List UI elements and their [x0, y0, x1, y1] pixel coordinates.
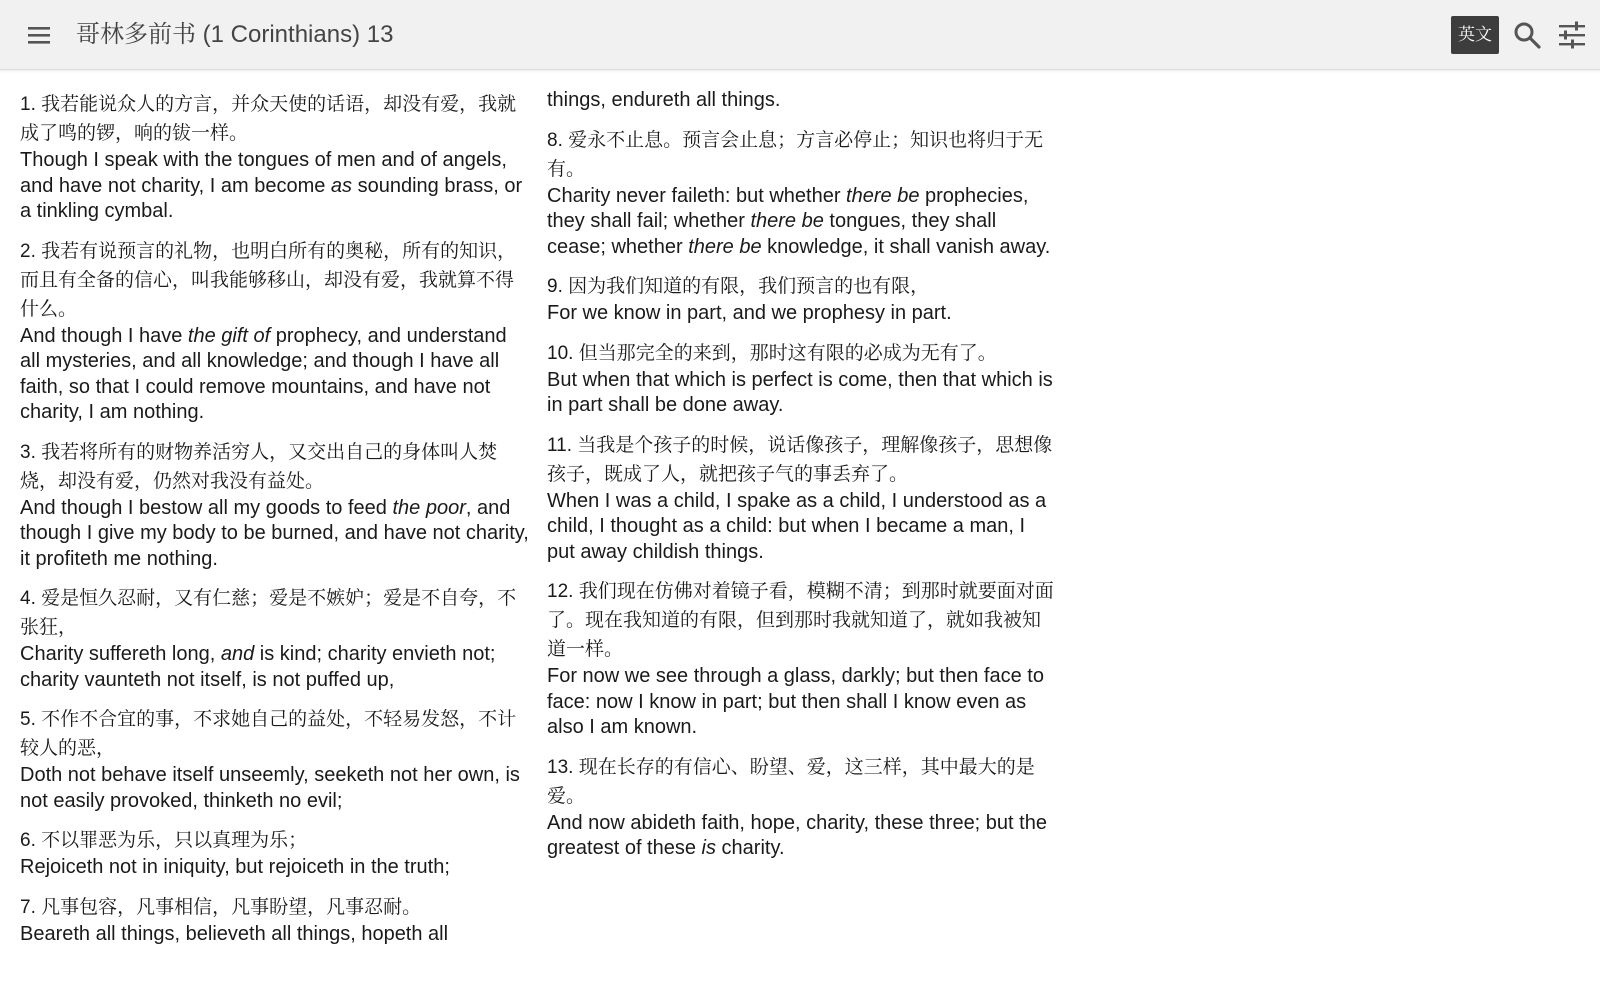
verse-chinese: 13. 现在长存的有信心、盼望、爱，这三样，其中最大的是爱。	[547, 756, 1035, 807]
verse-english-italic: there be	[688, 235, 762, 258]
verse-english-text: But when that which is perfect is come, then that which is in part shall be done away.	[547, 368, 1053, 416]
chapter-content	[0, 70, 1600, 1000]
verse-block	[20, 90, 530, 225]
verse-english	[547, 184, 1057, 261]
verse-english	[20, 855, 530, 881]
verse-english-italic: the poor	[392, 496, 466, 519]
verse-english-text: Charity suffereth long,	[20, 643, 221, 665]
verse-block	[547, 339, 1057, 419]
verse-chinese: 7. 凡事包容，凡事相信，凡事盼望，凡事忍耐。	[20, 896, 422, 918]
verse-block	[20, 705, 530, 814]
verse-english-text: sounding brass, or a tinkling cymbal.	[20, 174, 523, 222]
verse-chinese: 6. 不以罪恶为乐，只以真理为乐；	[20, 830, 308, 851]
verse-english-text: For we know in part, and we prophesy in part.	[547, 302, 952, 324]
verse-block	[20, 237, 530, 426]
text-column-left	[20, 90, 530, 959]
search-button[interactable]	[1512, 20, 1542, 50]
verse-chinese: 5. 不作不合宜的事，不求她自己的益处，不轻易发怒，不计较人的恶，	[20, 709, 517, 759]
verse-block	[20, 438, 530, 573]
verse-english-italic: is	[701, 837, 716, 859]
verse-english	[20, 496, 530, 573]
verse-english-text: is kind; charity envieth not; charity vaunteth not itself, is not puffed up,	[20, 643, 496, 691]
verse-chinese: 8. 爱永不止息。预言会止息；方言必停止；知识也将归于无有。	[547, 129, 1044, 180]
verse-english	[547, 664, 1057, 741]
verse-english: Beareth all things, believeth all things, hopeth all	[20, 922, 449, 945]
verse-english-text: tongues, they shall cease; whether	[547, 210, 997, 258]
verse-english-text: , and though I give my body to be burned, and have not charity, it profiteth me nothing.	[20, 496, 529, 570]
language-toggle-button[interactable]: 英文	[1451, 16, 1499, 54]
verse-block	[547, 753, 1057, 862]
verse-english-text: charity.	[716, 837, 785, 859]
verse-block	[20, 826, 530, 881]
verse-chinese: 1. 我若能说众人的方言，并众天使的话语，却没有爱，我就成了鸣的锣，响的钹一样。	[20, 94, 517, 144]
verse-block	[20, 893, 530, 948]
verse-block	[547, 431, 1057, 566]
verse-english-text: And though I bestow all my goods to feed	[20, 496, 393, 519]
menu-icon	[26, 23, 54, 47]
verse-english	[20, 642, 530, 693]
verse-chinese: 10. 但当那完全的来到，那时这有限的必成为无有了。	[547, 342, 997, 364]
verse-english-text: And now abideth faith, hope, charity, these three; but the greatest of these	[547, 811, 1047, 859]
verse-english-italic: and	[220, 643, 255, 665]
search-icon	[1512, 20, 1542, 50]
verse-english-italic: there be	[750, 210, 824, 232]
verse-english	[20, 148, 530, 225]
verse-block	[547, 272, 1057, 327]
tune-icon	[1556, 19, 1588, 51]
top-app-bar	[0, 0, 1600, 70]
verse-english-text: When I was a child, I spake as a child, I understood as a child, I thought as a child: but when I became a man, I put away childish things.	[547, 489, 1047, 563]
verse-english-italic: there be	[846, 184, 920, 207]
verse-chinese: 12. 我们现在仿佛对着镜子看，模糊不清；到那时就要面对面了。现在我知道的有限，但到那时我就知道了，就如我被知道一样。	[547, 581, 1054, 660]
verse-english-text: prophecies, they shall fail; whether	[547, 184, 1029, 232]
verse-english-text: Rejoiceth not in iniquity, but rejoiceth in the truth;	[20, 856, 450, 878]
verse-chinese: 4. 爱是恒久忍耐，又有仁慈；爱是不嫉妒；爱是不自夸，不张狂，	[20, 588, 517, 638]
verse-english-text: For now we see through a glass, darkly; but then face to face: now I know in part; but then shall I know even as also I am known.	[547, 665, 1044, 738]
verse-english-text: Charity never faileth: but whether	[547, 184, 847, 207]
verse-english-italic: as	[330, 174, 353, 197]
text-column-right	[547, 88, 1057, 874]
verse-english	[20, 324, 530, 426]
verse-english-text: Though I speak with the tongues of men and of angels, and have not charity, I am become	[20, 149, 507, 197]
verse-english-continued: things, endureth all things.	[547, 89, 781, 111]
verse-block	[547, 126, 1057, 261]
verse-english	[547, 811, 1057, 862]
menu-button[interactable]	[26, 23, 54, 47]
verse-english	[20, 763, 530, 814]
verse-english-text: Doth not behave itself unseemly, seeketh not her own, is not easily provoked, thinketh no evil;	[20, 764, 520, 812]
verse-block	[20, 584, 530, 693]
verse-english-text: And though I have	[20, 324, 188, 347]
verse-english	[547, 301, 1057, 327]
settings-button[interactable]	[1556, 19, 1588, 51]
verse-block	[547, 577, 1057, 741]
verse-english-italic: the gift of	[187, 324, 271, 347]
verse-english	[547, 368, 1057, 419]
verse-english-text: prophecy, and understand all mysteries, and all knowledge; and though I have all faith, so that I could remove mountains, and have not charity, I am nothing.	[20, 324, 507, 423]
verse-chinese: 11. 当我是个孩子的时候，说话像孩子，理解像孩子，思想像孩子，既成了人，就把孩子气的事丢弃了。	[547, 434, 1053, 485]
verse-chinese: 9. 因为我们知道的有限，我们预言的也有限，	[547, 276, 930, 297]
verse-chinese: 2. 我若有说预言的礼物，也明白所有的奥秘，所有的知识，而且有全备的信心，叫我能够移山，却没有爱，我就算不得什么。	[20, 240, 517, 320]
verse-english-text: knowledge, it shall vanish away.	[761, 235, 1051, 258]
verse-english	[547, 489, 1057, 566]
page-title: 哥林多前书 (1 Corinthians) 13	[76, 21, 394, 48]
verse-chinese: 3. 我若将所有的财物养活穷人，又交出自己的身体叫人焚烧，却没有爱，仍然对我没有益处。	[20, 441, 498, 492]
